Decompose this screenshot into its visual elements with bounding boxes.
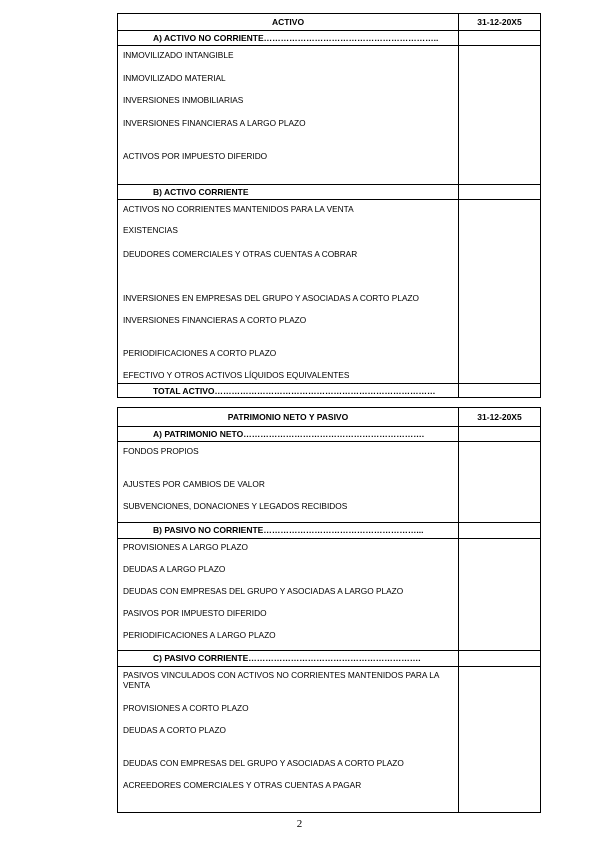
list-item: DEUDAS CON EMPRESAS DEL GRUPO Y ASOCIADAS A LARGO PLAZO — [123, 586, 404, 596]
list-item: PERIODIFICACIONES A CORTO PLAZO — [123, 348, 277, 358]
list-item: INVERSIONES FINANCIERAS A CORTO PLAZO — [123, 315, 307, 325]
list-item: DEUDORES COMERCIALES Y OTRAS CUENTAS A COBRAR — [123, 249, 358, 259]
value-cell — [459, 539, 540, 650]
activo-no-corriente-row — [118, 31, 540, 46]
list-item: DEUDAS CON EMPRESAS DEL GRUPO Y ASOCIADAS A CORTO PLAZO — [123, 758, 404, 768]
activo-corriente-items — [118, 200, 540, 384]
activo-header-row — [118, 14, 540, 31]
activo-no-corriente-items — [118, 46, 540, 185]
list-item: INVERSIONES INMOBILIARIAS — [123, 95, 244, 105]
value-cell — [459, 200, 540, 383]
list-item: PASIVOS POR IMPUESTO DIFERIDO — [123, 608, 267, 618]
section-title: B) ACTIVO CORRIENTE — [153, 187, 249, 197]
value-cell — [459, 427, 540, 441]
page-number: 2 — [296, 818, 303, 830]
list-item: DEUDAS A LARGO PLAZO — [123, 564, 226, 574]
pasivo-header: PATRIMONIO NETO Y PASIVO — [118, 408, 459, 426]
list-item: EFECTIVO Y OTROS ACTIVOS LÍQUIDOS EQUIVALENTES — [123, 370, 350, 380]
patrimonio-neto-row — [118, 427, 540, 442]
pasivo-date-header: 31-12-20X5 — [477, 412, 522, 422]
patrimonio-neto-items — [118, 442, 540, 523]
pasivo-header-row — [118, 408, 540, 427]
activo-corriente-row — [118, 185, 540, 200]
value-cell — [459, 185, 540, 199]
total-activo-label: TOTAL ACTIVO…………………………………………………………………… — [153, 386, 436, 396]
list-item: INVERSIONES FINANCIERAS A LARGO PLAZO — [123, 118, 306, 128]
section-title: A) PATRIMONIO NETO………………………………………………………. — [153, 429, 425, 439]
list-item: INMOVILIZADO INTANGIBLE — [123, 50, 234, 60]
list-item: EXISTENCIAS — [123, 225, 178, 235]
pasivo-table — [117, 407, 541, 813]
value-cell — [459, 667, 540, 812]
total-activo-row — [118, 384, 540, 398]
list-item: ACTIVOS POR IMPUESTO DIFERIDO — [123, 151, 268, 161]
activo-date-header: 31-12-20X5 — [477, 17, 522, 27]
list-item: PERIODIFICACIONES A LARGO PLAZO — [123, 630, 276, 640]
pasivo-no-corriente-items — [118, 539, 540, 651]
value-cell — [459, 442, 540, 522]
activo-table — [117, 13, 541, 398]
value-cell — [459, 523, 540, 538]
value-cell — [459, 384, 540, 398]
list-item: AJUSTES POR CAMBIOS DE VALOR — [123, 479, 265, 489]
list-item: FONDOS PROPIOS — [123, 446, 199, 456]
pasivo-corriente-items — [118, 667, 540, 812]
value-cell — [459, 31, 540, 45]
list-item: INVERSIONES EN EMPRESAS DEL GRUPO Y ASOCIADAS A CORTO PLAZO — [123, 293, 420, 303]
list-item: PROVISIONES A LARGO PLAZO — [123, 542, 248, 552]
list-item: PROVISIONES A CORTO PLAZO — [123, 703, 249, 713]
list-item: ACTIVOS NO CORRIENTES MANTENIDOS PARA LA VENTA — [123, 204, 354, 214]
value-cell — [459, 46, 540, 184]
activo-header: ACTIVO — [118, 14, 459, 30]
list-item: SUBVENCIONES, DONACIONES Y LEGADOS RECIBIDOS — [123, 501, 348, 511]
pasivo-no-corriente-row — [118, 523, 540, 539]
list-item: INMOVILIZADO MATERIAL — [123, 73, 226, 83]
list-item: DEUDAS A CORTO PLAZO — [123, 725, 226, 735]
section-title: C) PASIVO CORRIENTE……………………………………………………. — [153, 653, 421, 663]
section-title: B) PASIVO NO CORRIENTE………………………………………………... — [153, 525, 424, 535]
value-cell — [459, 651, 540, 666]
pasivo-corriente-row — [118, 651, 540, 667]
section-title: A) ACTIVO NO CORRIENTE…………………………………………………….. — [153, 33, 439, 43]
list-item: ACREEDORES COMERCIALES Y OTRAS CUENTAS A PAGAR — [123, 780, 362, 790]
list-item: PASIVOS VINCULADOS CON ACTIVOS NO CORRIENTES MANTENIDOS PARA LA VENTA — [123, 670, 439, 690]
